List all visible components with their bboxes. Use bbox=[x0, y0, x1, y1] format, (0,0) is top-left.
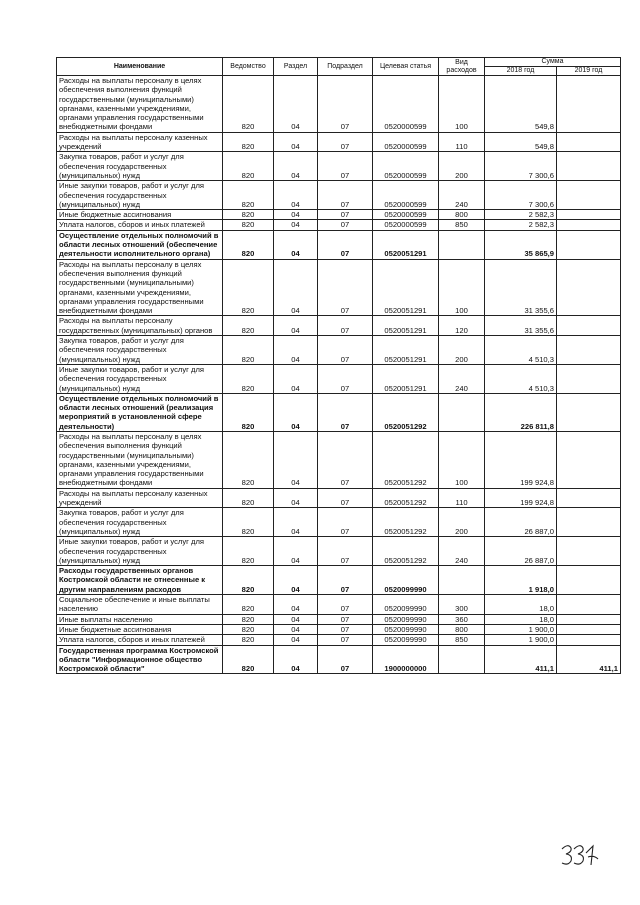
cell-name: Осуществление отдельных полномочий в области лесных отношений (реализация мероприятий в установленной сфере деятельности) bbox=[57, 393, 223, 431]
cell-section: 04 bbox=[274, 537, 318, 566]
cell-sum-2018: 1 900,0 bbox=[485, 624, 557, 634]
cell-subsection: 07 bbox=[318, 210, 373, 220]
cell-section: 04 bbox=[274, 431, 318, 488]
cell-dept: 820 bbox=[223, 537, 274, 566]
cell-target: 1900000000 bbox=[373, 645, 439, 674]
cell-sum-2018: 549,8 bbox=[485, 132, 557, 152]
table-row bbox=[57, 181, 621, 210]
cell-sum-2018: 35 865,9 bbox=[485, 230, 557, 259]
table-row bbox=[57, 431, 621, 488]
table-row bbox=[57, 614, 621, 624]
cell-target: 0520051291 bbox=[373, 259, 439, 316]
cell-sum-2018: 1 900,0 bbox=[485, 635, 557, 645]
cell-subsection: 07 bbox=[318, 132, 373, 152]
cell-subsection: 07 bbox=[318, 230, 373, 259]
header-row-top bbox=[57, 58, 621, 67]
cell-exp-type: 200 bbox=[439, 152, 485, 181]
cell-subsection: 07 bbox=[318, 220, 373, 230]
cell-exp-type: 850 bbox=[439, 635, 485, 645]
cell-subsection: 07 bbox=[318, 595, 373, 615]
cell-target: 0520051292 bbox=[373, 537, 439, 566]
cell-sum-2019 bbox=[557, 537, 621, 566]
cell-sum-2018: 2 582,3 bbox=[485, 220, 557, 230]
cell-section: 04 bbox=[274, 595, 318, 615]
cell-target: 0520000599 bbox=[373, 220, 439, 230]
cell-exp-type: 200 bbox=[439, 508, 485, 537]
table-row bbox=[57, 230, 621, 259]
cell-section: 04 bbox=[274, 614, 318, 624]
cell-exp-type: 800 bbox=[439, 210, 485, 220]
cell-subsection: 07 bbox=[318, 336, 373, 365]
cell-subsection: 07 bbox=[318, 635, 373, 645]
cell-sum-2018: 4 510,3 bbox=[485, 364, 557, 393]
cell-sum-2018: 31 355,6 bbox=[485, 316, 557, 336]
cell-dept: 820 bbox=[223, 220, 274, 230]
cell-sum-2018: 226 811,8 bbox=[485, 393, 557, 431]
cell-section: 04 bbox=[274, 488, 318, 508]
cell-sum-2018: 18,0 bbox=[485, 595, 557, 615]
cell-section: 04 bbox=[274, 508, 318, 537]
cell-subsection: 07 bbox=[318, 508, 373, 537]
cell-subsection: 07 bbox=[318, 624, 373, 634]
header-target: Целевая статья bbox=[373, 58, 439, 76]
cell-exp-type: 240 bbox=[439, 364, 485, 393]
cell-sum-2018: 18,0 bbox=[485, 614, 557, 624]
cell-target: 0520051292 bbox=[373, 431, 439, 488]
cell-subsection: 07 bbox=[318, 645, 373, 674]
cell-sum-2018: 26 887,0 bbox=[485, 537, 557, 566]
cell-subsection: 07 bbox=[318, 152, 373, 181]
cell-sum-2019 bbox=[557, 316, 621, 336]
cell-target: 0520051291 bbox=[373, 336, 439, 365]
cell-section: 04 bbox=[274, 624, 318, 634]
cell-section: 04 bbox=[274, 635, 318, 645]
cell-name: Уплата налогов, сборов и иных платежей bbox=[57, 220, 223, 230]
cell-sum-2019 bbox=[557, 624, 621, 634]
cell-section: 04 bbox=[274, 181, 318, 210]
cell-target: 0520000599 bbox=[373, 181, 439, 210]
cell-sum-2019 bbox=[557, 393, 621, 431]
cell-exp-type: 300 bbox=[439, 595, 485, 615]
cell-section: 04 bbox=[274, 364, 318, 393]
cell-exp-type bbox=[439, 230, 485, 259]
cell-sum-2019 bbox=[557, 259, 621, 316]
cell-sum-2018: 7 300,6 bbox=[485, 152, 557, 181]
header-dept: Ведомство bbox=[223, 58, 274, 76]
cell-subsection: 07 bbox=[318, 393, 373, 431]
header-year-2018: 2018 год bbox=[485, 67, 557, 76]
cell-target: 0520051292 bbox=[373, 393, 439, 431]
cell-sum-2019 bbox=[557, 508, 621, 537]
cell-target: 0520000599 bbox=[373, 132, 439, 152]
header-year-2019: 2019 год bbox=[557, 67, 621, 76]
cell-exp-type: 800 bbox=[439, 624, 485, 634]
cell-name: Иные закупки товаров, работ и услуг для обеспечения государственных (муниципальных) нужд bbox=[57, 181, 223, 210]
cell-name: Иные бюджетные ассигнования bbox=[57, 624, 223, 634]
table-row bbox=[57, 76, 621, 133]
cell-subsection: 07 bbox=[318, 364, 373, 393]
cell-sum-2019 bbox=[557, 76, 621, 133]
table-row bbox=[57, 259, 621, 316]
cell-subsection: 07 bbox=[318, 488, 373, 508]
cell-sum-2018: 26 887,0 bbox=[485, 508, 557, 537]
table-row bbox=[57, 488, 621, 508]
cell-subsection: 07 bbox=[318, 566, 373, 595]
table-row bbox=[57, 645, 621, 674]
table-row bbox=[57, 537, 621, 566]
cell-dept: 820 bbox=[223, 566, 274, 595]
cell-name: Расходы на выплаты персоналу казенных учреждений bbox=[57, 132, 223, 152]
budget-table bbox=[56, 57, 621, 674]
cell-sum-2019 bbox=[557, 152, 621, 181]
cell-name: Закупка товаров, работ и услуг для обеспечения государственных (муниципальных) нужд bbox=[57, 336, 223, 365]
header-name: Наименование bbox=[57, 58, 223, 76]
cell-dept: 820 bbox=[223, 614, 274, 624]
cell-section: 04 bbox=[274, 220, 318, 230]
cell-dept: 820 bbox=[223, 230, 274, 259]
cell-name: Расходы на выплаты персоналу государственных (муниципальных) органов bbox=[57, 316, 223, 336]
cell-name: Иные закупки товаров, работ и услуг для обеспечения государственных (муниципальных) нужд bbox=[57, 364, 223, 393]
cell-sum-2018: 2 582,3 bbox=[485, 210, 557, 220]
cell-exp-type: 120 bbox=[439, 316, 485, 336]
cell-section: 04 bbox=[274, 259, 318, 316]
cell-target: 0520051291 bbox=[373, 316, 439, 336]
cell-section: 04 bbox=[274, 316, 318, 336]
cell-exp-type: 240 bbox=[439, 181, 485, 210]
cell-subsection: 07 bbox=[318, 76, 373, 133]
cell-name: Расходы государственных органов Костромской области не отнесенные к другим направлениям расходов bbox=[57, 566, 223, 595]
header-exp-type: Вид расходов bbox=[439, 58, 485, 76]
table-row bbox=[57, 152, 621, 181]
cell-exp-type: 100 bbox=[439, 76, 485, 133]
cell-sum-2019 bbox=[557, 210, 621, 220]
cell-subsection: 07 bbox=[318, 614, 373, 624]
cell-dept: 820 bbox=[223, 393, 274, 431]
cell-sum-2018: 549,8 bbox=[485, 76, 557, 133]
cell-target: 0520099990 bbox=[373, 624, 439, 634]
table-row bbox=[57, 595, 621, 615]
cell-sum-2018: 4 510,3 bbox=[485, 336, 557, 365]
cell-exp-type: 110 bbox=[439, 488, 485, 508]
cell-subsection: 07 bbox=[318, 431, 373, 488]
cell-section: 04 bbox=[274, 132, 318, 152]
cell-exp-type: 100 bbox=[439, 259, 485, 316]
cell-sum-2019 bbox=[557, 635, 621, 645]
table-row bbox=[57, 132, 621, 152]
cell-dept: 820 bbox=[223, 316, 274, 336]
cell-target: 0520099990 bbox=[373, 595, 439, 615]
cell-name: Социальное обеспечение и иные выплаты населению bbox=[57, 595, 223, 615]
table-row bbox=[57, 624, 621, 634]
table-row bbox=[57, 336, 621, 365]
cell-section: 04 bbox=[274, 566, 318, 595]
cell-target: 0520099990 bbox=[373, 566, 439, 595]
cell-sum-2019 bbox=[557, 132, 621, 152]
cell-dept: 820 bbox=[223, 210, 274, 220]
cell-sum-2019: 411,1 bbox=[557, 645, 621, 674]
cell-section: 04 bbox=[274, 210, 318, 220]
cell-subsection: 07 bbox=[318, 537, 373, 566]
cell-sum-2018: 1 918,0 bbox=[485, 566, 557, 595]
header-section: Раздел bbox=[274, 58, 318, 76]
cell-dept: 820 bbox=[223, 508, 274, 537]
cell-sum-2018: 199 924,8 bbox=[485, 488, 557, 508]
cell-target: 0520000599 bbox=[373, 210, 439, 220]
cell-name: Закупка товаров, работ и услуг для обеспечения государственных (муниципальных) нужд bbox=[57, 508, 223, 537]
header-subsection: Подраздел bbox=[318, 58, 373, 76]
cell-sum-2019 bbox=[557, 364, 621, 393]
cell-dept: 820 bbox=[223, 595, 274, 615]
table-row bbox=[57, 220, 621, 230]
cell-sum-2019 bbox=[557, 220, 621, 230]
cell-sum-2019 bbox=[557, 336, 621, 365]
cell-target: 0520051291 bbox=[373, 364, 439, 393]
cell-target: 0520051292 bbox=[373, 488, 439, 508]
cell-target: 0520051291 bbox=[373, 230, 439, 259]
cell-section: 04 bbox=[274, 336, 318, 365]
cell-dept: 820 bbox=[223, 364, 274, 393]
cell-name: Государственная программа Костромской области "Информационное общество Костромской области" bbox=[57, 645, 223, 674]
cell-sum-2019 bbox=[557, 566, 621, 595]
cell-dept: 820 bbox=[223, 645, 274, 674]
cell-name: Закупка товаров, работ и услуг для обеспечения государственных (муниципальных) нужд bbox=[57, 152, 223, 181]
cell-dept: 820 bbox=[223, 624, 274, 634]
cell-sum-2019 bbox=[557, 488, 621, 508]
cell-exp-type bbox=[439, 393, 485, 431]
cell-name: Расходы на выплаты персоналу казенных учреждений bbox=[57, 488, 223, 508]
cell-sum-2019 bbox=[557, 181, 621, 210]
cell-sum-2019 bbox=[557, 614, 621, 624]
cell-name: Уплата налогов, сборов и иных платежей bbox=[57, 635, 223, 645]
cell-exp-type: 110 bbox=[439, 132, 485, 152]
cell-name: Расходы на выплаты персоналу в целях обеспечения выполнения функций государственными (муниципальными) органами, казенными учреждениями, органами управления государственными внебюджетными фондами bbox=[57, 431, 223, 488]
cell-sum-2018: 411,1 bbox=[485, 645, 557, 674]
table-row bbox=[57, 210, 621, 220]
cell-target: 0520099990 bbox=[373, 635, 439, 645]
cell-dept: 820 bbox=[223, 132, 274, 152]
cell-target: 0520000599 bbox=[373, 152, 439, 181]
cell-target: 0520099990 bbox=[373, 614, 439, 624]
cell-dept: 820 bbox=[223, 431, 274, 488]
cell-dept: 820 bbox=[223, 259, 274, 316]
table-row bbox=[57, 393, 621, 431]
cell-dept: 820 bbox=[223, 635, 274, 645]
cell-sum-2019 bbox=[557, 230, 621, 259]
cell-subsection: 07 bbox=[318, 181, 373, 210]
cell-subsection: 07 bbox=[318, 259, 373, 316]
table-body bbox=[57, 76, 621, 674]
table-row bbox=[57, 635, 621, 645]
cell-target: 0520051292 bbox=[373, 508, 439, 537]
table-row bbox=[57, 508, 621, 537]
cell-sum-2019 bbox=[557, 595, 621, 615]
cell-exp-type bbox=[439, 645, 485, 674]
table-row bbox=[57, 316, 621, 336]
cell-dept: 820 bbox=[223, 152, 274, 181]
cell-exp-type: 240 bbox=[439, 537, 485, 566]
cell-dept: 820 bbox=[223, 336, 274, 365]
cell-exp-type: 200 bbox=[439, 336, 485, 365]
cell-name: Расходы на выплаты персоналу в целях обеспечения выполнения функций государственными (муниципальными) органами, казенными учреждениями, органами управления государственными внебюджетными фондами bbox=[57, 259, 223, 316]
cell-sum-2018: 199 924,8 bbox=[485, 431, 557, 488]
cell-name: Иные закупки товаров, работ и услуг для обеспечения государственных (муниципальных) нужд bbox=[57, 537, 223, 566]
cell-sum-2019 bbox=[557, 431, 621, 488]
cell-exp-type: 100 bbox=[439, 431, 485, 488]
cell-section: 04 bbox=[274, 152, 318, 181]
cell-name: Расходы на выплаты персоналу в целях обеспечения выполнения функций государственными (муниципальными) органами, казенными учреждениями, органами управления государственными внебюджетными фондами bbox=[57, 76, 223, 133]
cell-exp-type: 850 bbox=[439, 220, 485, 230]
cell-sum-2018: 7 300,6 bbox=[485, 181, 557, 210]
cell-section: 04 bbox=[274, 645, 318, 674]
cell-name: Осуществление отдельных полномочий в области лесных отношений (обеспечение деятельности исполнительного органа) bbox=[57, 230, 223, 259]
cell-name: Иные бюджетные ассигнования bbox=[57, 210, 223, 220]
table-row bbox=[57, 364, 621, 393]
cell-dept: 820 bbox=[223, 488, 274, 508]
header-sum: Сумма bbox=[485, 58, 621, 67]
cell-subsection: 07 bbox=[318, 316, 373, 336]
cell-name: Иные выплаты населению bbox=[57, 614, 223, 624]
cell-section: 04 bbox=[274, 393, 318, 431]
table-row bbox=[57, 566, 621, 595]
cell-exp-type bbox=[439, 566, 485, 595]
cell-target: 0520000599 bbox=[373, 76, 439, 133]
cell-section: 04 bbox=[274, 230, 318, 259]
page-number-handwritten bbox=[560, 843, 600, 871]
cell-dept: 820 bbox=[223, 76, 274, 133]
cell-dept: 820 bbox=[223, 181, 274, 210]
cell-section: 04 bbox=[274, 76, 318, 133]
cell-exp-type: 360 bbox=[439, 614, 485, 624]
cell-sum-2018: 31 355,6 bbox=[485, 259, 557, 316]
